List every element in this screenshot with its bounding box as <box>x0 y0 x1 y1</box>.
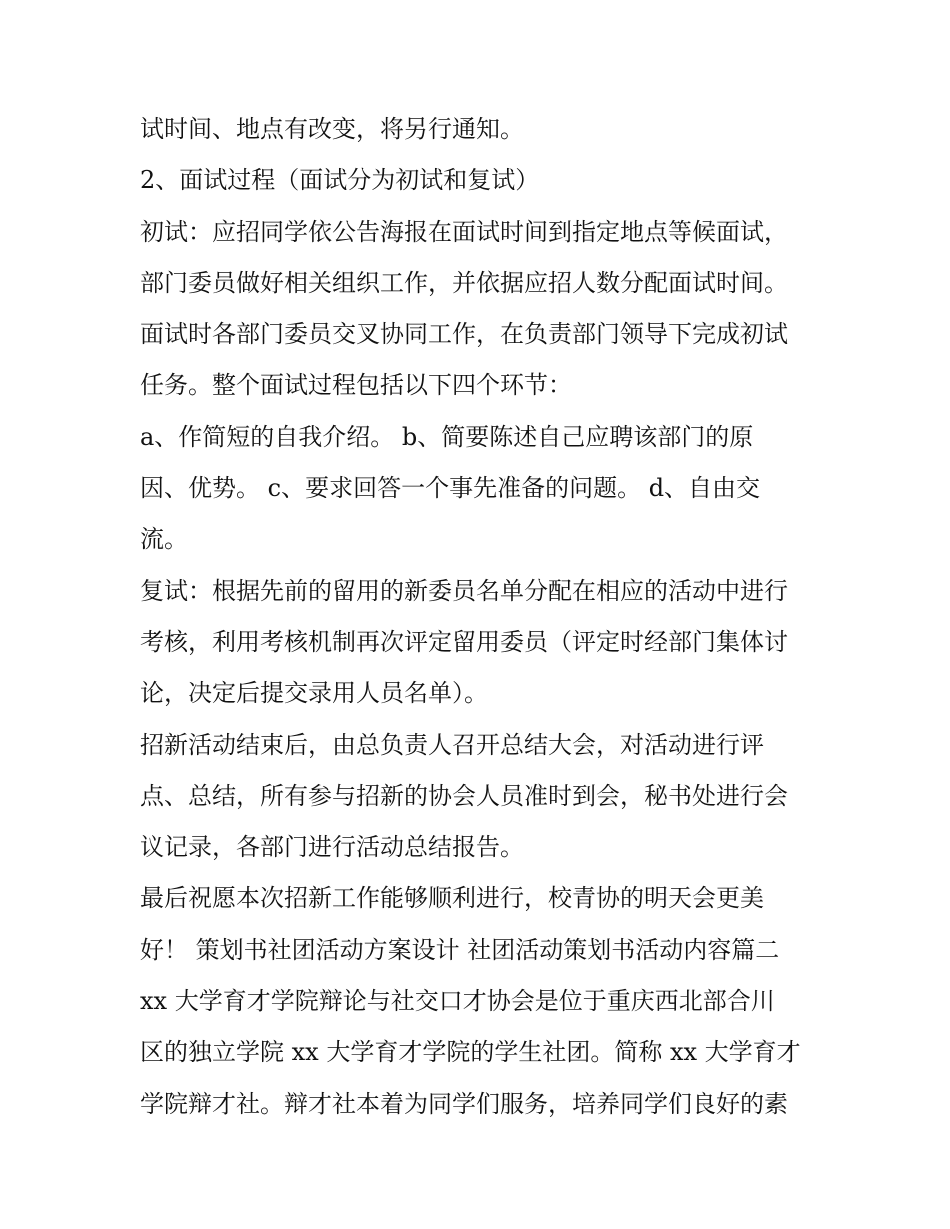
text-line: 部门委员做好相关组织工作，并依据应招人数分配面试时间。 <box>140 268 788 297</box>
text-line: 因、优势。 c、要求回答一个事先准备的问题。 d、自由交 <box>140 474 761 503</box>
text-line: 复试：根据先前的留用的新委员名单分配在相应的活动中进行 <box>140 576 788 605</box>
text-line: 议记录，各部门进行活动总结报告。 <box>140 833 524 862</box>
text-line: 论，决定后提交录用人员名单）。 <box>140 679 488 708</box>
text-line: 好！ 策划书社团活动方案设计 社团活动策划书活动内容篇二 <box>140 935 780 964</box>
text-line: 试时间、地点有改变，将另行通知。 <box>140 115 524 143</box>
text-line: 最后祝愿本次招新工作能够顺利进行，校青协的明天会更美 <box>140 884 764 913</box>
text-line: 2、面试过程（面试分为初试和复试） <box>140 166 540 195</box>
text-line: 初试：应招同学依公告海报在面试时间到指定地点等候面试， <box>140 217 788 246</box>
text-line: 流。 <box>140 525 188 554</box>
text-line: 点、总结，所有参与招新的协会人员准时到会，秘书处进行会 <box>140 781 788 810</box>
document-body <box>140 104 830 1130</box>
text-line: 任务。整个面试过程包括以下四个环节： <box>140 371 572 400</box>
text-line: xx 大学育才学院辩论与社交口才协会是位于重庆西北部合川 <box>140 987 775 1016</box>
text-line: 学院辩才社。辩才社本着为同学们服务，培养同学们良好的素 <box>140 1089 788 1118</box>
text-line: 区的独立学院 xx 大学育才学院的学生社团。简称 xx 大学育才 <box>140 1038 801 1067</box>
text-line: 招新活动结束后，由总负责人召开总结大会，对活动进行评 <box>140 730 764 759</box>
text-line: a、作简短的自我介绍。 b、简要陈述自己应聘该部门的原 <box>140 422 754 451</box>
text-line: 考核，利用考核机制再次评定留用委员（评定时经部门集体讨 <box>140 627 788 656</box>
text-line: 面试时各部门委员交叉协同工作，在负责部门领导下完成初试 <box>140 320 788 349</box>
